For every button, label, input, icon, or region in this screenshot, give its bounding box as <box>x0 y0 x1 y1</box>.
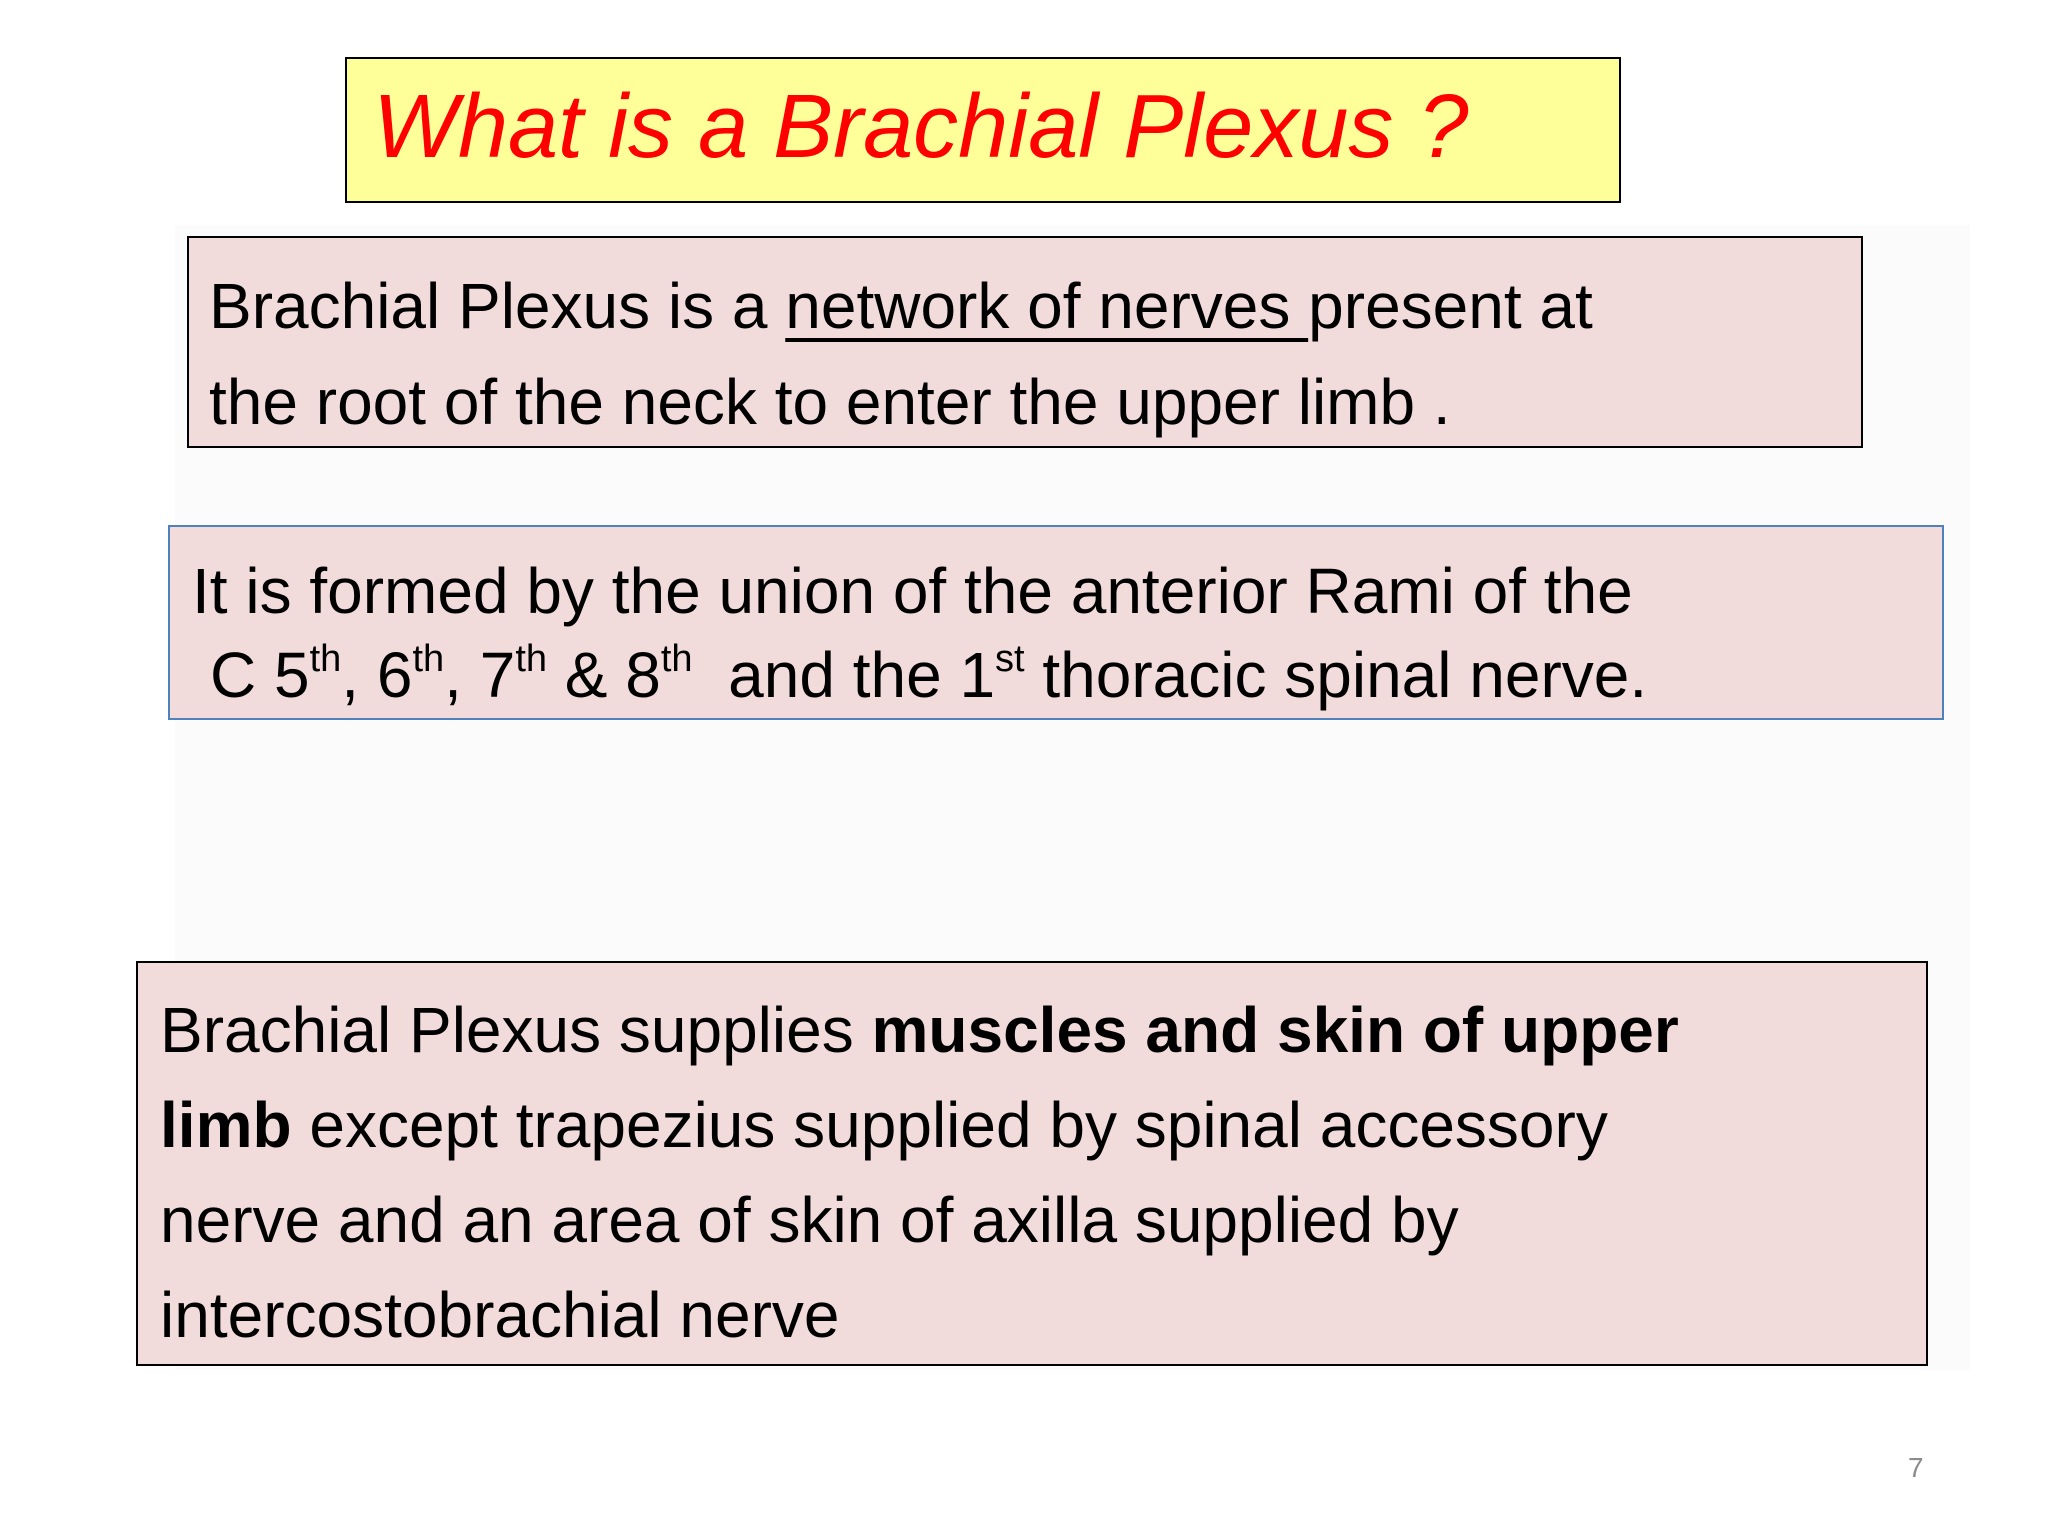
supply-bold-text: muscles and skin of upper <box>871 994 1679 1066</box>
formation-end: thoracic spinal nerve. <box>1024 639 1648 711</box>
slide-title: What is a Brachial Plexus ? <box>373 77 1469 177</box>
definition-text-end: present at <box>1308 270 1593 342</box>
supply-text-start: Brachial Plexus supplies <box>160 994 872 1066</box>
definition-underlined-term: network of nerves <box>785 270 1309 342</box>
formation-box <box>168 525 1944 720</box>
formation-line-1: It is formed by the union of the anterior Rami of the <box>192 555 1633 627</box>
definition-line-2: the root of the neck to enter the upper limb . <box>209 366 1451 438</box>
formation-c8: & 8 <box>547 639 661 711</box>
definition-text-start: Brachial Plexus is a <box>209 270 786 342</box>
formation-c6: , 6 <box>341 639 413 711</box>
supply-line-2 <box>160 1078 1926 1173</box>
ordinal-suffix: th <box>412 638 445 680</box>
formation-line-2 <box>192 633 1942 717</box>
supply-line-3: nerve and an area of skin of axilla supplied by <box>160 1184 1459 1256</box>
supply-line-1 <box>160 983 1926 1078</box>
ordinal-suffix: th <box>660 638 693 680</box>
ordinal-suffix: th <box>515 638 548 680</box>
page-number: 7 <box>1908 1452 1924 1483</box>
supply-line-4: intercostobrachial nerve <box>160 1279 840 1351</box>
supply-bold-limb: limb <box>160 1089 292 1161</box>
ordinal-suffix: th <box>309 638 342 680</box>
definition-box <box>187 236 1863 448</box>
supply-text-except: except trapezius supplied by spinal accessory <box>291 1089 1608 1161</box>
supply-box <box>136 961 1928 1366</box>
definition-line-1 <box>209 258 1861 354</box>
formation-c7: , 7 <box>444 639 516 711</box>
formation-t1: and the 1 <box>692 639 996 711</box>
formation-c5: C 5 <box>210 639 310 711</box>
ordinal-suffix: st <box>995 638 1025 680</box>
title-box <box>345 57 1621 203</box>
